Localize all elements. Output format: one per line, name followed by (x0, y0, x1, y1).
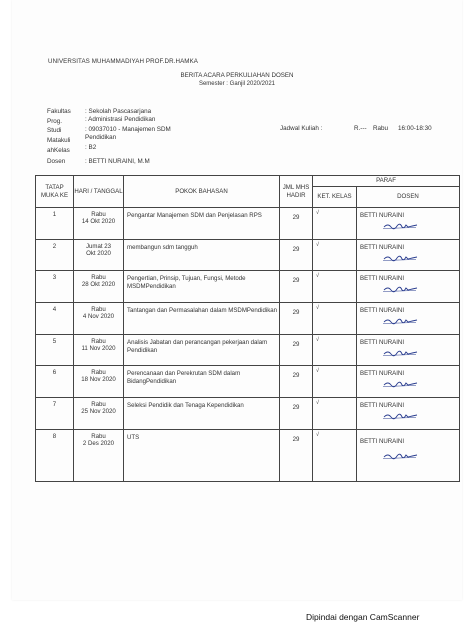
table-row (36, 271, 460, 303)
row-lecturer: BETTI NURAINI (357, 208, 460, 240)
row-lecturer: BETTI NURAINI (357, 366, 460, 398)
row-number: 6 (36, 366, 74, 398)
kelas-label: ahKelas (47, 147, 70, 154)
signature-icon (382, 316, 418, 325)
row-attendance: 29 (280, 430, 313, 482)
kelas-value: : B2 (85, 144, 97, 151)
dosen-label: Dosen (47, 158, 66, 165)
fakultas-label: Fakultas (47, 108, 71, 115)
signature-icon (382, 221, 418, 230)
row-date: Rabu 14 Okt 2020 (74, 208, 124, 240)
fakultas-value: : Sekolah Pascasarjana (85, 108, 152, 115)
table-row (36, 398, 460, 430)
table-row (36, 208, 460, 240)
table-row (36, 240, 460, 271)
row-attendance: 29 (280, 208, 313, 240)
row-topic: Pengertian, Prinsip, Tujuan, Fungsi, Metode MSDMPendidikan (124, 271, 280, 303)
row-checkmark: √ (313, 271, 357, 303)
header-dosen: DOSEN (357, 187, 460, 208)
row-number: 5 (36, 335, 74, 366)
row-lecturer: BETTI NURAINI (357, 335, 460, 366)
row-attendance: 29 (280, 240, 313, 271)
row-date: Rabu 4 Nov 2020 (74, 303, 124, 335)
matakuli-value: Pendidikan (85, 134, 117, 141)
signature-icon (382, 348, 418, 357)
row-topic: UTS (124, 430, 280, 482)
header-tatap: TATAP MUKA KE (36, 176, 74, 208)
row-topic: Pengantar Manajemen SDM dan Penjelasan RPS (124, 208, 280, 240)
row-number: 7 (36, 398, 74, 430)
header-jml: JML MHS HADIR (280, 176, 313, 208)
row-topic: Tantangan dan Permasalahan dalam MSDMPendidikan (124, 303, 280, 335)
row-date: Rabu 28 Okt 2020 (74, 271, 124, 303)
studi-value: : 09037010 - Manajemen SDM (85, 126, 171, 133)
row-checkmark: √ (313, 303, 357, 335)
row-attendance: 29 (280, 303, 313, 335)
header-pokok: POKOK BAHASAN (124, 176, 280, 208)
header-hari: HARI / TANGGAL (74, 176, 124, 208)
university-name: UNIVERSITAS MUHAMMADIYAH PROF.DR.HAMKA (48, 58, 199, 65)
row-checkmark: √ (313, 430, 357, 482)
row-number: 1 (36, 208, 74, 240)
row-lecturer: BETTI NURAINI (357, 398, 460, 430)
signature-icon (382, 451, 418, 460)
attendance-table (35, 175, 460, 482)
header-ket: KET. KELAS (313, 187, 357, 208)
row-checkmark: √ (313, 240, 357, 271)
row-date: Jumat 23 Okt 2020 (74, 240, 124, 271)
table-row (36, 303, 460, 335)
row-lecturer: BETTI NURAINI (357, 430, 460, 482)
studi-label: Studi (47, 127, 62, 134)
table-row (36, 335, 460, 366)
row-topic: Seleksi Pendidik dan Tenaga Kependidikan (124, 398, 280, 430)
prog-value: : Administrasi Pendidikan (85, 116, 156, 123)
course-info (0, 0, 474, 170)
jadwal-room: R.--- (354, 125, 367, 132)
row-attendance: 29 (280, 366, 313, 398)
row-checkmark: √ (313, 335, 357, 366)
row-checkmark: √ (313, 208, 357, 240)
row-topic: membangun sdm tangguh (124, 240, 280, 271)
row-topic: Analisis Jabatan dan perancangan pekerjaan dalam Pendidikan (124, 335, 280, 366)
row-attendance: 29 (280, 398, 313, 430)
row-date: Rabu 11 Nov 2020 (74, 335, 124, 366)
signature-icon (382, 411, 418, 420)
dosen-value: : BETTI NURAINI, M.M (85, 158, 150, 165)
row-checkmark: √ (313, 398, 357, 430)
scanner-footer: Dipindai dengan CamScanner (306, 612, 420, 622)
table-row (36, 430, 460, 482)
signature-icon (382, 253, 418, 262)
jadwal-label: Jadwal Kuliah : (280, 125, 323, 132)
semester-line: Semester : Ganjil 2020/2021 (198, 81, 276, 87)
document-title: BERITA ACARA PERKULIAHAN DOSEN (180, 72, 294, 79)
row-date: Rabu 2 Des 2020 (74, 430, 124, 482)
row-date: Rabu 25 Nov 2020 (74, 398, 124, 430)
row-number: 4 (36, 303, 74, 335)
row-lecturer: BETTI NURAINI (357, 303, 460, 335)
matakuli-label: Matakuli (47, 137, 71, 144)
row-date: Rabu 18 Nov 2020 (74, 366, 124, 398)
jadwal-day: Rabu (373, 125, 389, 132)
header-paraf: PARAF (313, 176, 460, 187)
row-attendance: 29 (280, 335, 313, 366)
row-lecturer: BETTI NURAINI (357, 271, 460, 303)
row-lecturer: BETTI NURAINI (357, 240, 460, 271)
prog-label: Prog. (47, 118, 63, 125)
table-row (36, 366, 460, 398)
signature-icon (382, 379, 418, 388)
jadwal-time: 16:00-18:30 (398, 125, 432, 132)
row-checkmark: √ (313, 366, 357, 398)
row-topic: Perencanaan dan Perekrutan SDM dalam BidangPendidikan (124, 366, 280, 398)
row-number: 8 (36, 430, 74, 482)
row-number: 2 (36, 240, 74, 271)
row-number: 3 (36, 271, 74, 303)
signature-icon (382, 284, 418, 293)
row-attendance: 29 (280, 271, 313, 303)
